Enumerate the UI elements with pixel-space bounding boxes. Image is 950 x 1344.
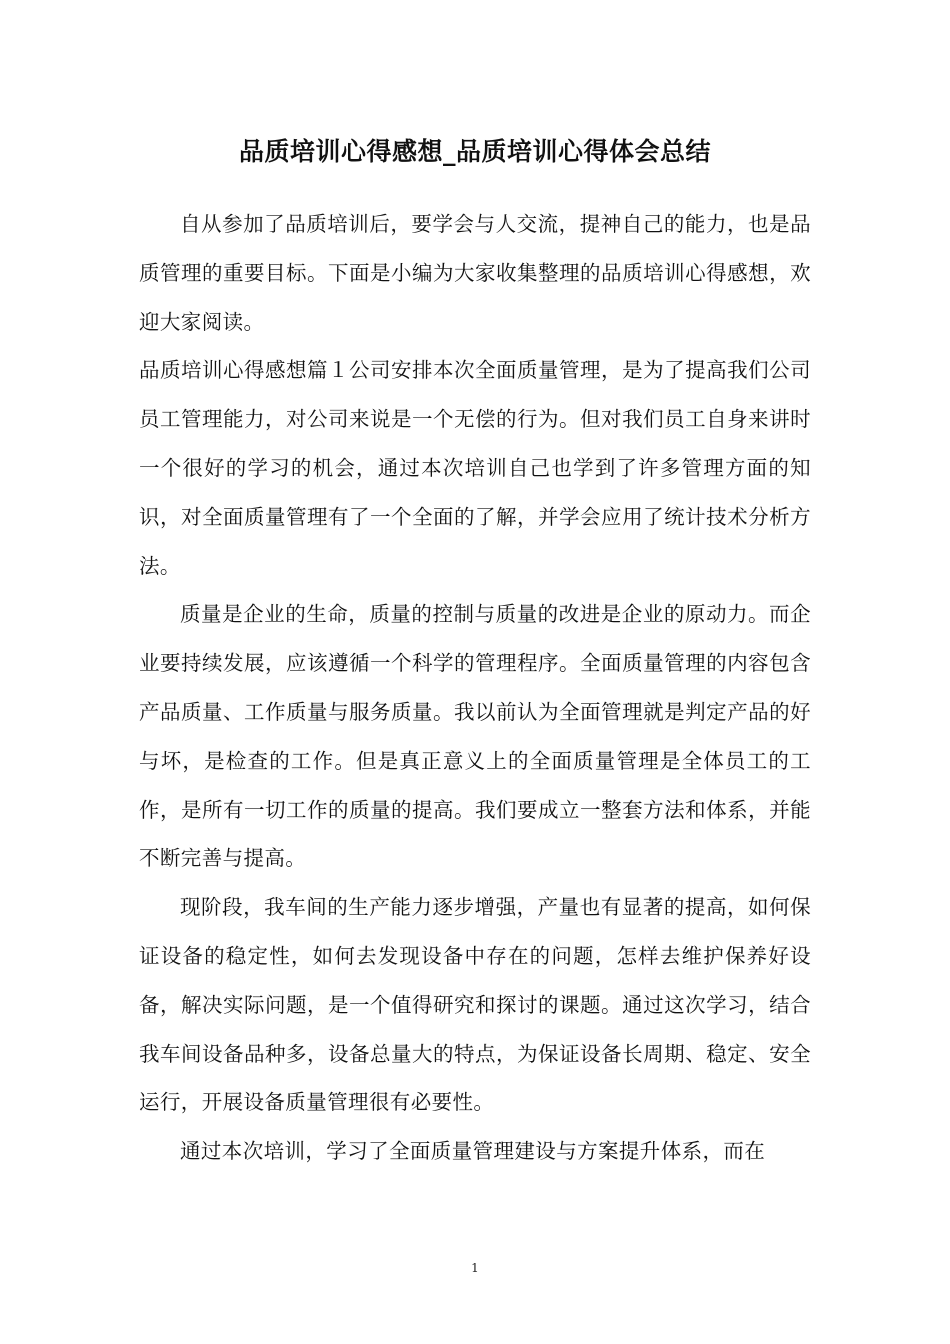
paragraph-training: 通过本次培训，学习了全面质量管理建设与方案提升体系，而在 <box>180 1139 766 1164</box>
document-title: 品质培训心得感想_品质培训心得体会总结 <box>238 137 711 166</box>
paragraph-quality: 质量是企业的生命，质量的控制与质量的改进是企业的原动力。而企业要持续发展，应该遵循一个科学的管理程序。全面质量管理的内容包含产品质量、工作质量与服务质量。我以前认为全面管理就是判定产品的好与坏，是检查的工作。但是真正意义上的全面质量管理是全体员工的工作，是所有一切工作的质量的提高。我们要成立一整套方法和体系，并能不断完善与提高。 <box>139 602 811 871</box>
paragraph-intro: 自从参加了品质培训后，要学会与人交流，提神自己的能力，也是品质管理的重要目标。下面是小编为大家收集整理的品质培训心得感想，欢迎大家阅读。 <box>139 212 811 334</box>
paragraph-equipment: 现阶段，我车间的生产能力逐步增强，产量也有显著的提高，如何保证设备的稳定性，如何去发现设备中存在的问题，怎样去维护保养好设备，解决实际问题，是一个值得研究和探讨的课题。通过这次学习，结合我车间设备品种多，设备总量大的特点，为保证设备长周期、稳定、安全运行，开展设备质量管理很有必要性。 <box>139 895 811 1115</box>
page-number: 1 <box>471 1261 479 1275</box>
document-body <box>139 200 811 1176</box>
paragraph-article-1: 品质培训心得感想篇１公司安排本次全面质量管理，是为了提高我们公司员工管理能力，对公司来说是一个无偿的行为。但对我们员工自身来讲时一个很好的学习的机会，通过本次培训自己也学到了许多管理方面的知识，对全面质量管理有了一个全面的了解，并学会应用了统计技术分析方法。 <box>139 358 811 578</box>
